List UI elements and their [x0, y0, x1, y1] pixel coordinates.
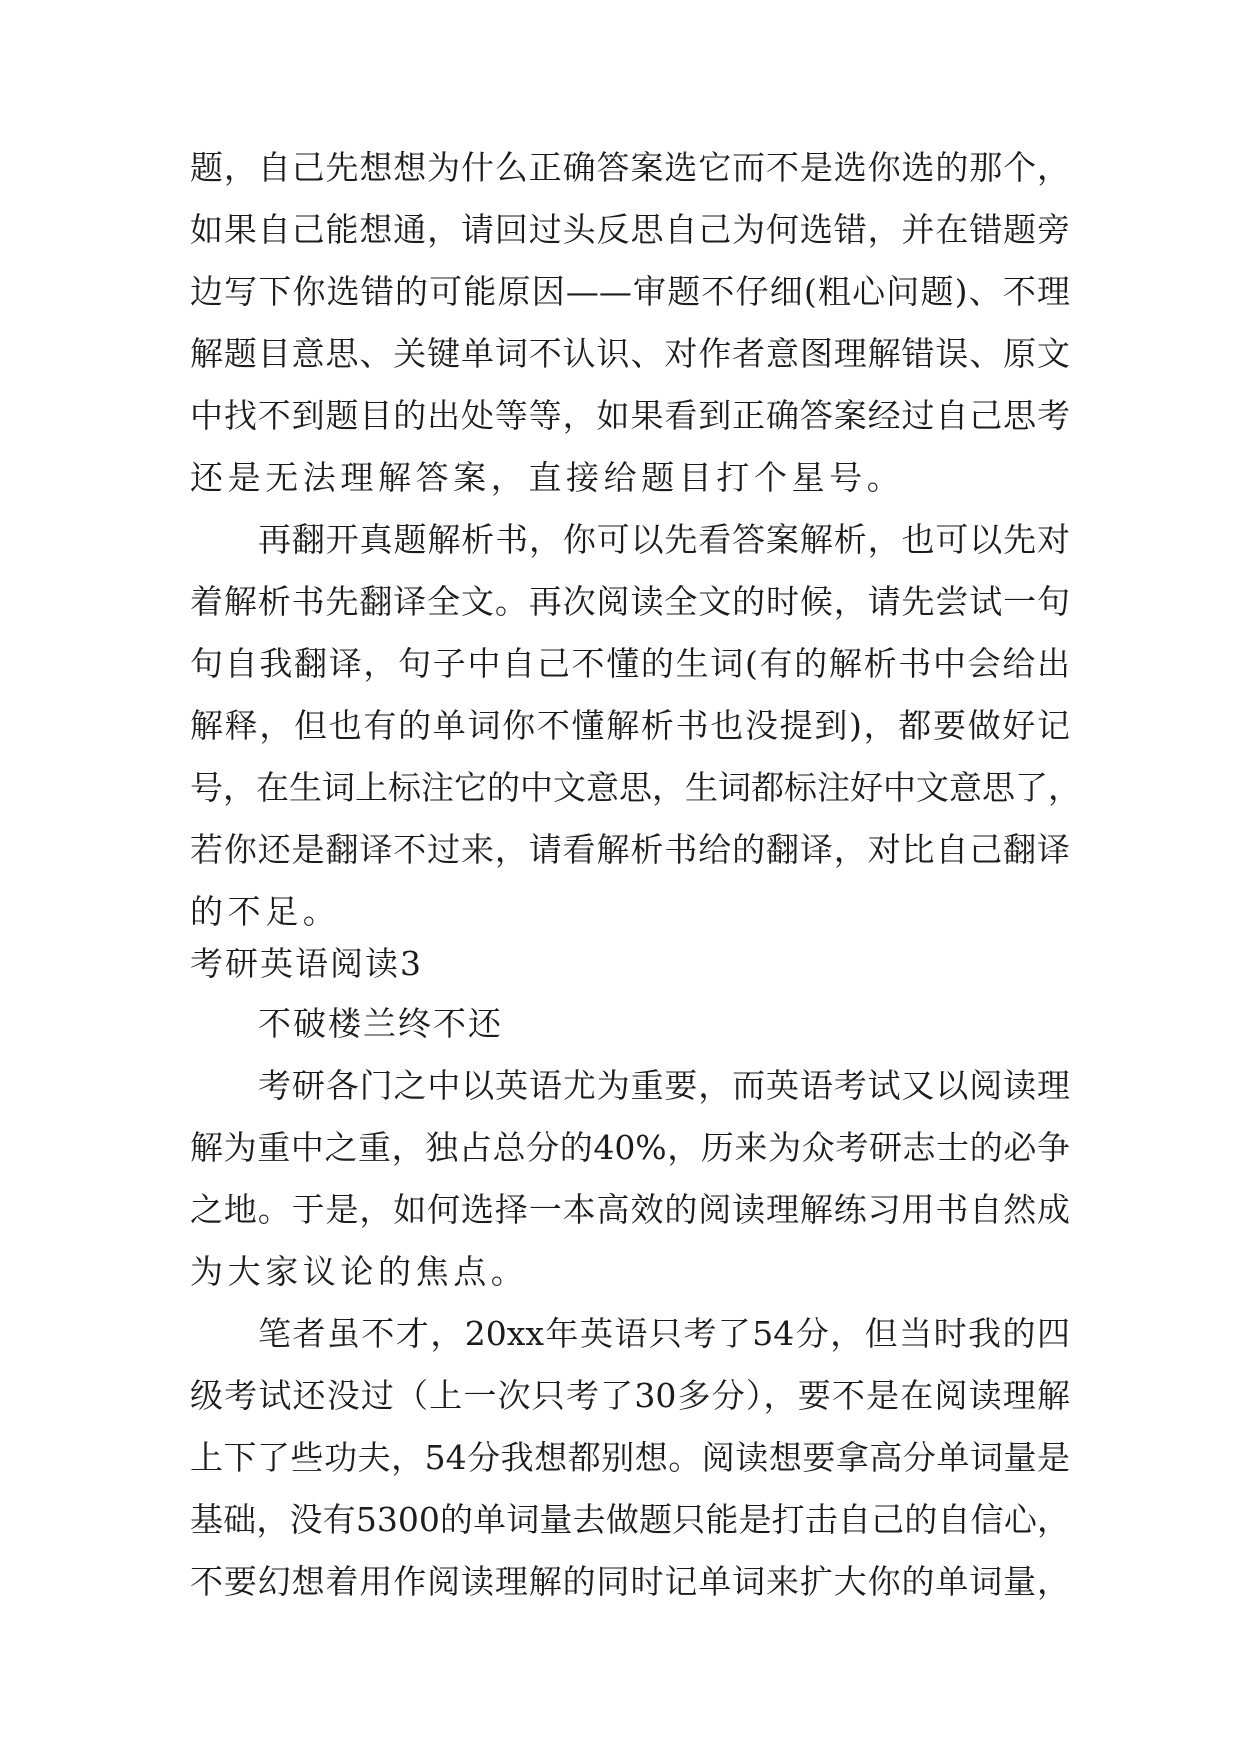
paragraph-a-line-1: 题，自己先想想为什么正确答案选它而不是选你选的那个，	[190, 148, 1070, 187]
paragraph-b-line-7: 的不足。	[190, 892, 341, 931]
paragraph-b-line-1: 再翻开真题解析书，你可以先看答案解析，也可以先对	[258, 520, 1070, 559]
paragraph-b-line-4: 解释，但也有的单词你不懂解析书也没提到)，都要做好记	[190, 706, 1070, 745]
paragraph-c-line-1: 考研各门之中以英语尤为重要，而英语考试又以阅读理	[258, 1066, 1070, 1105]
paragraph-c-line-3: 之地。于是，如何选择一本高效的阅读理解练习用书自然成	[190, 1190, 1070, 1229]
paragraph-b-line-2: 着解析书先翻译全文。再次阅读全文的时候，请先尝试一句	[190, 582, 1070, 621]
paragraph-c-line-2: 解为重中之重，独占总分的40%，历来为众考研志士的必争	[190, 1128, 1070, 1167]
paragraph-b-line-5: 号，在生词上标注它的中文意思，生词都标注好中文意思了，	[190, 768, 1081, 807]
paragraph-d-line-2: 级考试还没过（上一次只考了30多分），要不是在阅读理解	[190, 1376, 1070, 1415]
paragraph-d-line-3: 上下了些功夫，54分我想都别想。阅读想要拿高分单词量是	[190, 1438, 1070, 1477]
paragraph-d-line-5: 不要幻想着用作阅读理解的同时记单词来扩大你的单词量，	[190, 1562, 1070, 1601]
paragraph-d-line-1: 笔者虽不才，20xx年英语只考了54分，但当时我的四	[258, 1314, 1070, 1353]
paragraph-c-line-4: 为大家议论的焦点。	[190, 1252, 529, 1291]
paragraph-b-line-6: 若你还是翻译不过来，请看解析书给的翻译，对比自己翻译	[190, 830, 1070, 869]
section-title: 考研英语阅读3	[190, 944, 423, 983]
paragraph-a-line-4: 解题目意思、关键单词不认识、对作者意图理解错误、原文	[190, 334, 1070, 373]
paragraph-a-line-5: 中找不到题目的出处等等，如果看到正确答案经过自己思考	[190, 396, 1070, 435]
paragraph-b-line-3: 句自我翻译，句子中自己不懂的生词(有的解析书中会给出	[190, 644, 1070, 683]
paragraph-d-line-4: 基础，没有5300的单词量去做题只能是打击自己的自信心，	[190, 1500, 1070, 1539]
subtitle: 不破楼兰终不还	[258, 1004, 503, 1043]
paragraph-a-line-3: 边写下你选错的可能原因——审题不仔细(粗心问题)、不理	[190, 272, 1070, 311]
paragraph-a-line-6: 还是无法理解答案，直接给题目打个星号。	[190, 458, 905, 497]
paragraph-a-line-2: 如果自己能想通，请回过头反思自己为何选错，并在错题旁	[190, 210, 1070, 249]
